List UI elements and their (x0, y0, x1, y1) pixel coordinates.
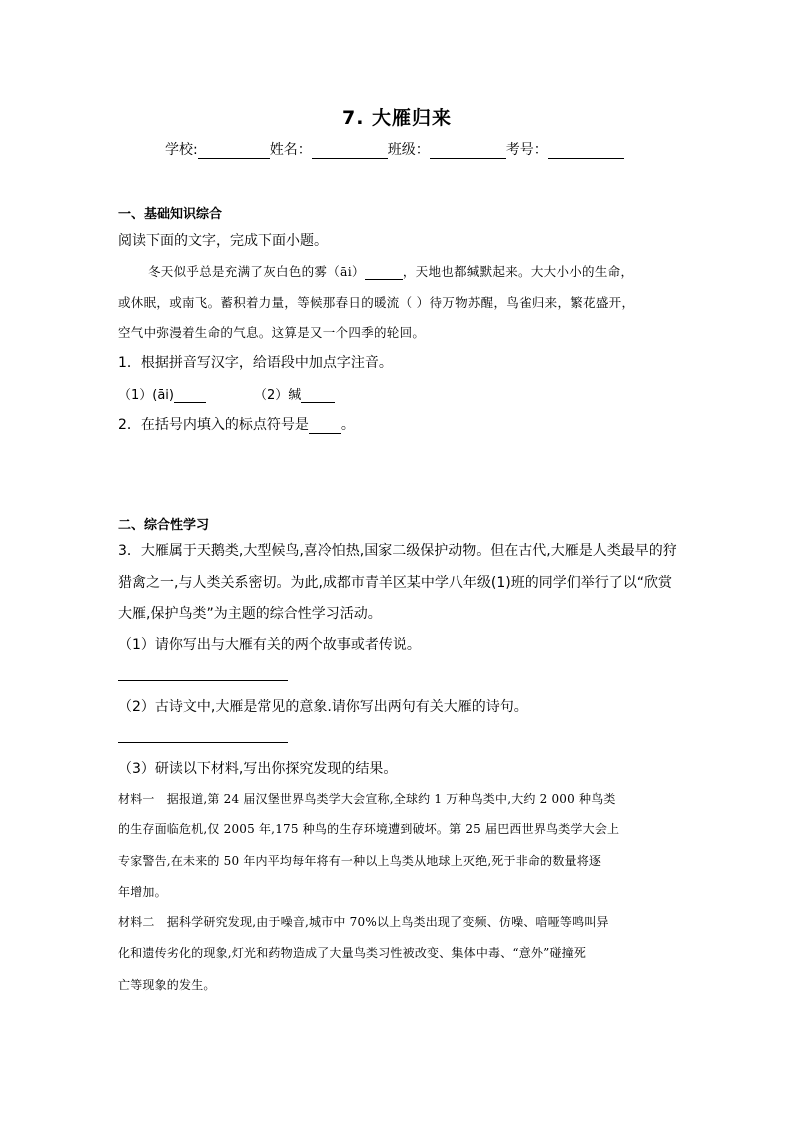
passage-text-1b: ，天地也都缄默起来。大大小小的生命， (402, 264, 634, 279)
passage-line-2: 或休眠，或南飞。蓄积着力量，等候那春日的暖流（ ）待万物苏醒，鸟雀归来，繁花盛开， (118, 295, 635, 310)
school-label: 学校: (165, 142, 198, 158)
page-title: 7. 大雁归来 (341, 107, 453, 129)
q1-part-b-label: （2）缄 (254, 388, 302, 403)
section1-instruction: 阅读下面的文字，完成下面小题。 (118, 233, 328, 249)
material-1-line-2: 的生存面临危机,仅 2005 年,175 种鸟的生存环境遭到破坏。第 25 届巴西世界鸟类学大会上 (118, 822, 620, 836)
sub-question-1: （1）请你写出与大雁有关的两个故事或者传说。 (118, 637, 421, 653)
passage-text-1a: 冬天似乎总是充满了灰白色的雾（āi） (148, 264, 365, 279)
q1-part-b-blank[interactable] (301, 386, 335, 403)
sub-question-3: （3）研读以下材料,写出你探究发现的结果。 (118, 761, 398, 777)
q1-part-a-label: （1）(āi) (118, 388, 174, 403)
section1-heading: 一、基础知识综合 (118, 207, 223, 222)
class-blank[interactable] (430, 142, 506, 159)
student-info-line (165, 139, 624, 159)
q1-part-a-blank[interactable] (174, 386, 206, 403)
number-label: 考号： (505, 142, 548, 158)
question-3-line-3: 大雁,保护鸟类”为主题的综合性学习活动。 (118, 606, 382, 622)
question-2-blank[interactable] (309, 417, 341, 434)
passage-blank[interactable] (365, 263, 403, 280)
question-3-line-2: 猎禽之一,与人类关系密切。为此,成都市青羊区某中学八年级(1)班的同学们举行了以“欣赏 (118, 575, 672, 591)
material-2-line-2: 化和遗传劣化的现象,灯光和药物造成了大量鸟类习性被改变、集体中毒、“意外”碰撞死 (118, 946, 587, 960)
question-1: 1．根据拼音写汉字，给语段中加点字注音。 (118, 355, 393, 371)
material-2-line-1: 材料二 据科学研究发现,由于噪音,城市中 70%以上鸟类出现了变频、仿噪、喑哑等鸣叫异 (118, 915, 609, 929)
section2-heading: 二、综合性学习 (118, 518, 210, 533)
passage-line-1 (118, 262, 633, 280)
question-3-line-1: 3．大雁属于天鹅类,大型候鸟,喜冷怕热,国家二级保护动物。但在古代,大雁是人类最早的狩 (118, 543, 677, 559)
class-label: 班级： (387, 142, 430, 158)
name-label: 姓名： (269, 142, 312, 158)
material-2-line-3: 亡等现象的发生。 (118, 978, 216, 992)
school-blank[interactable] (198, 142, 270, 159)
passage-line-3: 空气中弥漫着生命的气息。这算是又一个四季的轮回。 (118, 325, 426, 340)
name-blank[interactable] (312, 142, 388, 159)
material-1-line-4: 年增加。 (118, 885, 167, 899)
sub-question-2: （2）古诗文中,大雁是常见的意象.请你写出两句有关大雁的诗句。 (118, 699, 528, 715)
question-2-end: 。 (340, 417, 355, 433)
question-2 (118, 414, 355, 434)
sub-question-2-answer-line[interactable] (118, 742, 288, 743)
material-1-line-3: 专家警告,在未来的 50 年内平均每年将有一种以上鸟类从地球上灭绝,死于非命的数量将逐 (118, 854, 602, 868)
question-1-answers (118, 384, 335, 403)
number-blank[interactable] (548, 142, 624, 159)
material-1-line-1: 材料一 据报道,第 24 届汉堡世界鸟类学大会宣称,全球约 1 万种鸟类中,大约 2 000 种鸟类 (118, 792, 616, 806)
question-2-text: 2．在括号内填入的标点符号是 (118, 417, 309, 433)
sub-question-1-answer-line[interactable] (118, 680, 288, 681)
